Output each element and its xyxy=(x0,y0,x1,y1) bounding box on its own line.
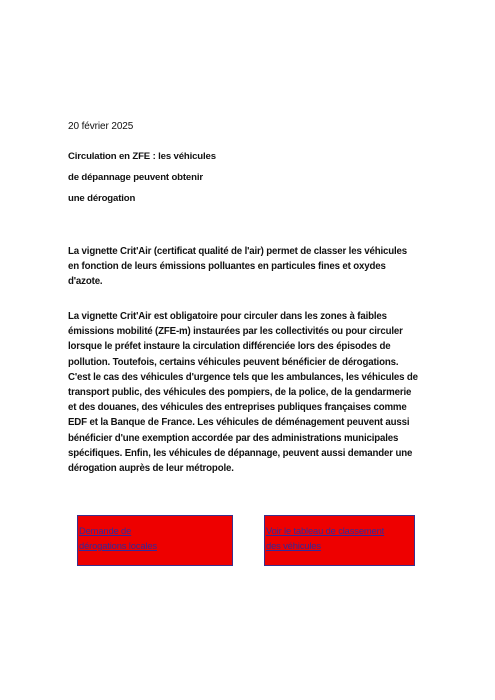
title-line: une dérogation xyxy=(68,193,136,204)
title-line: de dépannage peuvent obtenir xyxy=(68,172,203,183)
vehicle-classification-table-button[interactable] xyxy=(264,515,415,566)
link-line: Demande de xyxy=(79,525,132,536)
link-line: dérogations locales xyxy=(79,540,157,551)
paragraph-line: bénéficier d'une exemption accordée par des administrations municipales xyxy=(68,432,399,444)
local-derogation-request-link[interactable] xyxy=(79,523,157,553)
article-title xyxy=(68,150,328,213)
body-paragraph xyxy=(68,309,440,476)
paragraph-line: et des douanes, des véhicules des entreprises publiques françaises comme xyxy=(68,402,407,414)
paragraph-line: d'azote. xyxy=(68,276,103,288)
paragraph-line: La vignette Crit'Air est obligatoire pour circuler dans les zones à faibles xyxy=(68,311,387,322)
local-derogation-request-button[interactable] xyxy=(77,515,233,566)
link-line: Voir le tableau de classement xyxy=(266,525,385,536)
link-line: des véhicules xyxy=(266,540,321,551)
paragraph-line: C'est le cas des véhicules d'urgence tels que les ambulances, les véhicules de xyxy=(68,371,418,383)
paragraph-line: spécifiques. Enfin, les véhicules de dépannage, peuvent aussi demander une xyxy=(68,447,413,459)
paragraph-line: en fonction de leurs émissions polluantes en particules fines et oxydes xyxy=(68,261,386,273)
title-line: Circulation en ZFE : les véhicules xyxy=(68,151,216,162)
paragraph-line: EDF et la Banque de France. Les véhicules de déménagement peuvent aussi xyxy=(68,417,410,429)
paragraph-line: lorsque le préfet instaure la circulation différenciée lors des épisodes de xyxy=(68,341,391,353)
publication-date: 20 février 2025 xyxy=(68,121,134,132)
paragraph-line: La vignette Crit'Air (certificat qualité de l'air) permet de classer les véhicules xyxy=(68,246,408,257)
vehicle-classification-table-link[interactable] xyxy=(266,523,384,553)
paragraph-line: pollution. Toutefois, certains véhicules peuvent bénéficier de dérogations. xyxy=(68,356,399,368)
intro-paragraph xyxy=(68,244,440,290)
paragraph-line: dérogation auprès de leur métropole. xyxy=(68,462,234,474)
paragraph-line: transport public, des véhicules des pompiers, de la police, de la gendarmerie xyxy=(68,386,412,398)
paragraph-line: émissions mobilité (ZFE-m) instaurées par les collectivités ou pour circuler xyxy=(68,326,403,338)
